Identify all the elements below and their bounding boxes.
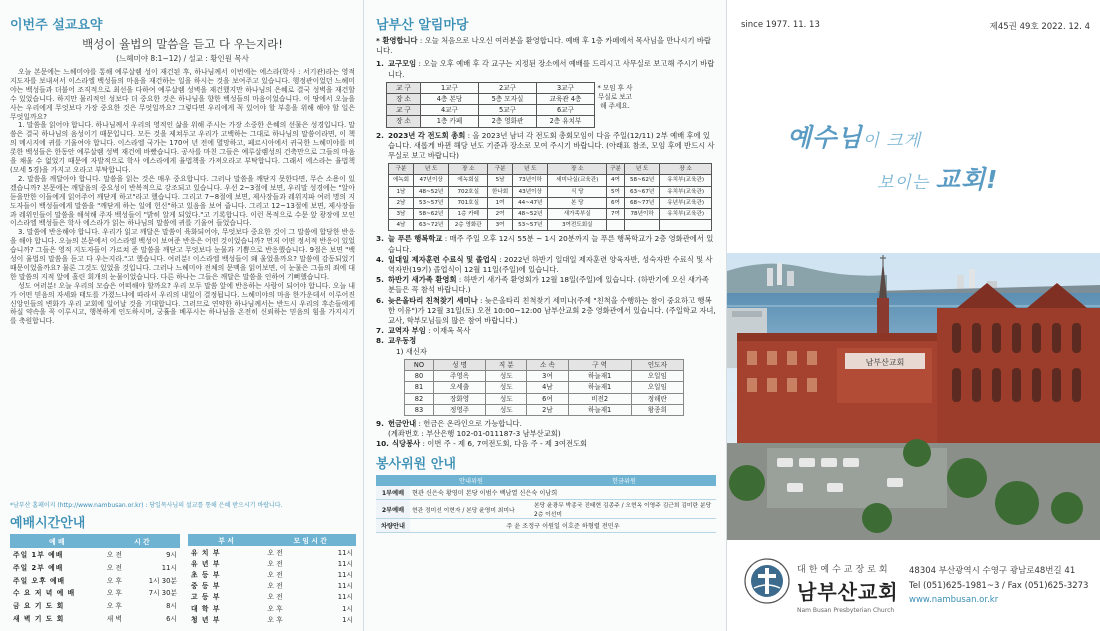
address: 48304 부산광역시 수영구 광남로48번길 41	[909, 566, 1076, 576]
table-row	[389, 175, 712, 186]
notice-label: 늦은올타리 친척찾기 세미나	[388, 295, 478, 305]
welcome-label: * 환영합니다	[376, 36, 418, 45]
church-name: 남부산교회	[797, 580, 899, 604]
notice-item	[376, 131, 716, 162]
notice-text: : 이재옥 목사	[425, 326, 471, 336]
table-row	[188, 546, 356, 557]
table-cell: 2여	[488, 209, 513, 220]
notice-label: 교구모임	[388, 59, 417, 69]
motto-emphasis: 예수님	[787, 123, 863, 152]
table-cell	[660, 220, 712, 231]
church-name-block	[797, 562, 899, 614]
table-row	[405, 404, 684, 415]
church-footer	[727, 540, 1100, 631]
sermon-paragraph: 1. 말씀을 읽어야 합니다. 하나님께서 우리의 영적인 삶을 위해 주시는 가장 소중한 은혜의 선물은 성경입니다. 말씀은 결국 하나님의 음성이기 때문입니다. 모든 것을 제쳐두고 우리가 고백하는 그대로 하나님의 말씀이라면, 이 책의 메시지에 귀를 기울여야 합니다. 이스라엘 국가는 170여 년 전에 멸망하고, 페르시아에서 귀국한 느헤미야를 비롯한 백성들은 한동안 예루살렘 성벽 재건에 바빴습니다. 공사를 마친 그들은 예루살렘성의 건축만으로 그들의 마음을 채울 수 없었기 때문에 자발적으로 학사 에스라에게 율법책을 가져오라고 부탁합니다. 그래서 에스라는 율법책(모세 5경)을 가지고 오라고 부탁합니다.	[10, 121, 355, 174]
table-cell: 3여	[488, 220, 513, 231]
table-row	[188, 602, 356, 613]
table-cell: 2층 영화관	[479, 116, 537, 127]
welcome-notice	[376, 36, 716, 56]
service-label: 2부예배	[376, 500, 410, 519]
service-time: 9시	[166, 551, 177, 560]
table-cell	[624, 220, 659, 231]
table-cell: 1층 카페	[449, 209, 488, 220]
table-cell: 장 소	[387, 94, 421, 105]
dept-name: 고 등 부	[191, 593, 221, 602]
church-photo	[727, 253, 1100, 540]
table-row	[188, 591, 356, 602]
dept-time: 1시	[342, 604, 353, 613]
table-header: 년 도	[513, 164, 548, 175]
table-cell: 새가족부실	[548, 209, 607, 220]
service-time: 11시	[161, 563, 177, 572]
notice-number: 9.	[376, 418, 384, 428]
sermon-paragraph: 성도 여러분! 오늘 우리의 모습은 어떠해야 할까요? 우리 모두 말씀 앞에 반응하는 사람이 되어야 합니다. 오늘 내가 어떤 믿음의 자세와 태도를 가졌느냐에 따라서 우리의 내일이 결정됩니다. 느헤미야의 마음 한가운데서 이루어진 신앙인들의 변화가 우리 교회에 일어날 것을 기대합니다. 그러므로 연약한 하나님께서는 반드시 우리의 후손들에게 하실 약속을 꼭 이루시고, 행복하게 인도하시며, 궁휼을 베푸시는 하나님을 온전히 신뢰하는 믿음의 힘을 가지시기를 축원합니다.	[10, 281, 355, 326]
building-sign: 남부산교회	[865, 358, 905, 367]
service-period: 새 벽	[106, 614, 122, 623]
table-cell: 정영주	[433, 404, 485, 415]
table-cell: 83	[405, 404, 434, 415]
table-row	[188, 580, 356, 591]
table-cell: 5층 모자실	[479, 94, 537, 105]
notice-label: 2023년 각 전도회 총회	[388, 130, 466, 140]
dept-name: 청 년 부	[191, 615, 221, 624]
phone-fax: Tel (051)625-1981~3 / Fax (051)625-3273	[909, 580, 1089, 591]
gyogu-note: * 모임 후 사무실로 보고해 주세요.	[597, 83, 633, 110]
table-row	[10, 548, 180, 561]
table-header: 장 소	[660, 164, 712, 175]
dept-period: 오 전	[267, 559, 283, 568]
sermon-paragraph: 오늘 본문에는 느헤미야를 통해 예루살렘 성이 재건된 후, 하나님께서 이번에는 에스라(학사 : 서기관)라는 영적 지도자를 보내셔서 이스라엘 백성들의 마음을 재건하는 일을 하시는 것을 보여주고 있습니다. 행정관이었던 느헤미야는 백성들과 더불어 조직적으로 최선을 다하여 예루살렘 성벽을 재건했지만 하나님의 은혜로 결국 성벽을 재건할 수 있었습니다. 하지만 물리적인 성보다 더 중요한 것은 하나님을 향한 백성들의 마음이었습니다. 이 땅에서 오늘을 사는 우리에게 무엇보다 가장 중요한 것은 무엇일까요? 그렇다면 우리에게 꼭 있어야 할 부흥을 위해 해야 할 일은 무엇일까요?	[10, 68, 355, 121]
table-cell: 비전2	[568, 393, 631, 404]
table-header: 장 소	[449, 164, 488, 175]
notice-text: : 오늘 오후 예배 후 각 교구는 지정된 장소에서 예배를 드리시고 사무실로 보고해 주시기 바랍니다.	[388, 59, 715, 79]
service-period: 오 전	[106, 551, 122, 560]
table-cell: 63~67년	[624, 186, 659, 197]
notice-item	[376, 59, 716, 79]
table-cell: 하늘재1	[568, 404, 631, 415]
sermon-title: 백성이 율법의 말씀을 듣고 다 우는지라!	[82, 37, 283, 51]
table-cell: 세미나실(교육관)	[548, 175, 607, 186]
table-cell: 6여	[607, 197, 625, 208]
table-row	[10, 573, 180, 586]
notice-number: 6.	[376, 295, 384, 305]
service-guide: 현관 신은숙 황영미 본당 이범수 백남열 신은숙 이남희	[410, 486, 716, 500]
department-table	[188, 534, 356, 624]
sermon-reference: (느헤미야 8:1~12) / 설교 : 황인원 목사	[116, 54, 249, 63]
dept-time: 11시	[337, 548, 353, 557]
table-cell: 4층 본당	[421, 94, 479, 105]
table-cell: 6교구	[537, 105, 595, 116]
table-cell: 유년부(교육관)	[660, 197, 712, 208]
table-cell	[607, 220, 625, 231]
table-cell: 장화영	[433, 393, 485, 404]
table-cell: 성도	[486, 393, 527, 404]
table-cell: 4남	[527, 382, 568, 393]
table-cell: 본 당	[548, 197, 607, 208]
cover-header	[741, 20, 1090, 32]
bank-account: (계좌번호 : 부산은행 102-01-011187-3 남부산교회)	[388, 429, 561, 439]
table-cell: 하늘재1	[568, 371, 631, 382]
table-cell: 유치부(교육관)	[660, 175, 712, 186]
worship-header: 예 배	[10, 534, 104, 548]
service-name: 주일 오후 예배	[13, 576, 66, 585]
dept-time: 11시	[337, 582, 353, 591]
table-header-row	[389, 164, 712, 175]
dept-period: 오 전	[267, 593, 283, 602]
table-cell: 44~47년	[513, 197, 548, 208]
dept-name: 중 등 부	[191, 582, 221, 591]
dept-period: 오 후	[267, 604, 283, 613]
gyogu-table	[386, 82, 595, 128]
table-cell: 2층 유치부	[537, 116, 595, 127]
table-header: 구 역	[568, 359, 631, 370]
service-guide: 주 윤 조정구 이원일 이호준 하형렬 전민우	[410, 519, 716, 533]
table-cell: 702호실	[449, 186, 488, 197]
table-row	[376, 519, 716, 533]
service-period: 오 전	[106, 563, 122, 572]
notice-number: 7.	[376, 326, 384, 336]
service-heading: 봉사위원 안내	[376, 456, 456, 472]
service-period: 오 후	[106, 576, 122, 585]
table-row	[389, 209, 712, 220]
website-link[interactable]: www.nambusan.or.kr	[909, 595, 999, 605]
table-cell: 48~52년	[413, 186, 448, 197]
notice-item	[376, 296, 716, 327]
church-building-image	[727, 253, 1100, 540]
notice-label: 일대일 제자훈련 수료식 및 졸업식	[388, 254, 497, 264]
table-cell: 2남	[389, 197, 414, 208]
motto-emphasis: 교회!	[935, 165, 999, 194]
table-header: 장 소	[548, 164, 607, 175]
table-cell: 3남	[389, 209, 414, 220]
notice-text: : 매주 주일 오후 12시 55분 ~ 1시 20분까지 늘 푸른 행복학교가 2층 영화관에서 있습니다.	[388, 234, 714, 254]
table-cell: 80	[405, 371, 434, 382]
notices-list	[376, 36, 716, 450]
table-cell: 1교구	[421, 82, 479, 93]
table-cell: 3여전도회실	[548, 220, 607, 231]
table-cell: 교육관 4층	[537, 94, 595, 105]
service-period: 오 후	[106, 589, 122, 598]
table-cell: 78년이하	[624, 209, 659, 220]
table-header: 년 도	[624, 164, 659, 175]
table-cell: 하늘재1	[568, 382, 631, 393]
motto-text: 이 크게	[862, 131, 922, 151]
table-header: 헌금위원	[532, 475, 716, 486]
table-cell: 오세출	[433, 382, 485, 393]
table-cell: 53~57년	[513, 220, 548, 231]
table-cell: 교 구	[387, 82, 421, 93]
sermon-column	[0, 0, 364, 631]
service-time: 1시 30분	[148, 576, 177, 585]
gyogu-block	[376, 80, 716, 131]
table-cell: 2층 영화관	[449, 220, 488, 231]
table-cell: 주영옥	[433, 371, 485, 382]
service-name: 주일 2부 예배	[13, 563, 64, 572]
table-header	[376, 475, 410, 486]
sermon-body	[10, 68, 355, 326]
table-row	[10, 560, 180, 573]
table-row	[389, 220, 712, 231]
dept-time: 11시	[337, 570, 353, 579]
notice-text: : 늦은올타리 친척찾기 세미나(주제 "친척을 수행하는 참이 중요하고 행복한 이유")가 12월 31일(토) 오전 10:00~12:00 남부산교회 2층 영화관에서 있습니다. (주일학교 자녀, 교사, 학부모님들의 많은 참여 바랍니다.)	[388, 295, 716, 326]
notice-number: 1.	[376, 59, 384, 69]
table-row	[188, 613, 356, 624]
service-table	[376, 475, 716, 534]
table-cell: 장 소	[387, 116, 421, 127]
time-header: 시 간	[104, 534, 180, 548]
dept-period: 오 후	[267, 615, 283, 624]
motto-line-1	[787, 118, 921, 154]
table-row	[188, 568, 356, 579]
table-cell: 82	[405, 393, 434, 404]
table-cell: 58~62년	[413, 209, 448, 220]
table-cell: 한나회	[488, 186, 513, 197]
table-cell: 48~52년	[513, 209, 548, 220]
cover-column	[726, 0, 1100, 631]
dept-name: 대 학 부	[191, 604, 221, 613]
table-cell: 유치부(교육관)	[660, 209, 712, 220]
notice-item	[376, 326, 716, 336]
table-cell: 정해란	[631, 393, 683, 404]
notice-label: 늘 푸른 행복학교	[388, 234, 443, 244]
table-cell: 47년이상	[413, 175, 448, 186]
table-row	[376, 500, 716, 519]
notice-number: 3.	[376, 234, 384, 244]
motto-line-2	[877, 160, 998, 196]
table-header: 년 도	[413, 164, 448, 175]
new-member-table	[404, 359, 684, 416]
notice-label: 하반기 새가족 환영회	[388, 275, 457, 285]
homepage-note: *남부산 홈페이지 (http://www.nambusan.or.kr) : 당일목사님의 설교를 통해 은혜 받으시기 바랍니다.	[10, 502, 283, 509]
contact-info	[909, 564, 1088, 608]
meeting-time-header: 모 임 시 간	[264, 534, 356, 546]
table-cell: 7여	[607, 209, 625, 220]
dept-period: 오 전	[267, 570, 283, 579]
notice-text: : 올 2023년 남녀 각 전도회 총회모임이 다음 주일(12/11) 2부 예배 후에 있습니다. 새롭게 바뀐 해당 년도 기준과 장소로 모여 주시기 바랍니다. (아래표 참조, 모임 후에 반드시 사무실로 보고 바랍니다)	[388, 130, 715, 161]
table-cell: 3교구	[537, 82, 595, 93]
table-cell: 63~72년	[413, 220, 448, 231]
sermon-paragraph: 3. 말씀에 반응해야 합니다. 우리가 읽고 깨달은 말씀이 육화되어야, 무엇보다 중요한 것이 그 말씀에 합당한 반응을 해야 합니다. 오늘의 본문에서 이스라엘 백성이 보여준 반응은 어떤 것이었습니까? 먼저 어떤 정서적 반응이 있었습니까? 그들은 영적 지도자들이 가르쳐 준 말씀을 깨닫고 무엇보다 눈물과 기쁨으로 반응했습니다. 9절은 보면 "백성이 율법의 말씀을 듣고 다 우는지라."고 했습니다. 여러분! 이스라엘 백성들이 왜 울었을까요? 말씀에 감동되었기 때문이었을까요? 물론 그것도 있었을 것입니다. 그러나 느헤미야 전체의 문맥을 읽어보면, 이 눈물은 그들의 죄에 대한 말씀의 지적 앞에 흘린 회개의 눈물이었습니다. 다른 하나는 그들은 깨달은 말씀을 인하여 기뻐했습니다.	[10, 228, 355, 281]
dept-name: 유 년 부	[191, 559, 221, 568]
notices-column	[366, 0, 724, 631]
table-cell: 58~62년	[624, 175, 659, 186]
service-name: 주일 1부 예배	[13, 551, 64, 560]
notices-heading: 남부산 알림마당	[376, 18, 469, 33]
service-time: 7시 30분	[148, 589, 177, 598]
notice-text: : 하반기 새가족 환영회가 12월 18일(주일)에 있습니다. (하반기에 오신 새가족분들은 꼭 참석 바랍니다.)	[388, 275, 709, 295]
notice-item	[376, 234, 716, 254]
worship-table	[10, 534, 180, 624]
dept-period: 오 전	[267, 582, 283, 591]
table-row	[188, 557, 356, 568]
table-header: 직 분	[486, 359, 527, 370]
table-cell: 4남	[389, 220, 414, 231]
table-cell: 43년이상	[513, 186, 548, 197]
table-row	[10, 612, 180, 625]
service-period: 오 후	[106, 602, 122, 611]
table-cell: 2교구	[479, 82, 537, 93]
notice-label: 교역자 부임	[388, 326, 426, 336]
table-row	[405, 371, 684, 382]
table-cell: 68~77년	[624, 197, 659, 208]
dept-time: 1시	[342, 615, 353, 624]
table-cell: 4여	[607, 175, 625, 186]
table-row	[405, 393, 684, 404]
table-cell: 교 구	[387, 105, 421, 116]
notice-text: : 헌금은 온라인으로 가능합니다.	[416, 418, 522, 428]
sermon-heading: 이번주 설교요약	[10, 18, 103, 33]
worship-section	[10, 512, 356, 624]
church-logo-icon	[744, 558, 790, 604]
dept-name: 유 치 부	[191, 548, 221, 557]
dept-time: 11시	[337, 559, 353, 568]
service-guide: 현관 정미선 이현자 / 본당 윤영미 최미나	[410, 500, 532, 519]
regiment-table	[388, 163, 712, 231]
table-cell: 성도	[486, 404, 527, 415]
service-money: 본당 윤광무 박종국 진태현 김종주 / 오현옥 이영주 김근희 김미란 분당 2층 이선미	[532, 500, 716, 519]
welcome-text: : 오늘 처음으로 나오신 여러분을 환영합니다. 예배 후 1층 카페에서 목사님을 만나시기 바랍니다.	[376, 36, 711, 56]
table-header: NO	[405, 359, 434, 370]
table-cell: 에녹회실	[449, 175, 488, 186]
notice-number: 5.	[376, 275, 384, 285]
church-name-en: Nam Busan Presbyterian Church	[797, 607, 895, 614]
table-cell: 성도	[486, 382, 527, 393]
table-cell: 오일임	[631, 371, 683, 382]
notice-number: 4.	[376, 254, 384, 264]
table-cell: 1남	[389, 186, 414, 197]
table-header: 소 속	[527, 359, 568, 370]
table-header: 구분	[488, 164, 513, 175]
table-cell: 성도	[486, 371, 527, 382]
notice-number: 2.	[376, 130, 384, 140]
table-cell: 3여	[527, 371, 568, 382]
table-cell: 81	[405, 382, 434, 393]
notice-number: 10.	[376, 439, 389, 449]
table-row	[389, 197, 712, 208]
table-header: 인도자	[631, 359, 683, 370]
table-cell: 6여	[527, 393, 568, 404]
table-header: 구분	[607, 164, 625, 175]
service-label: 1부예배	[376, 486, 410, 500]
table-header: 구분	[389, 164, 414, 175]
table-cell: 701호실	[449, 197, 488, 208]
service-label: 차량안내	[376, 519, 410, 533]
notice-item	[376, 336, 716, 346]
service-name: 수 요 저 녁 예 배	[13, 589, 76, 598]
table-cell: 5여	[607, 186, 625, 197]
table-cell: 유치부(교육관)	[660, 186, 712, 197]
notice-item	[376, 255, 716, 275]
service-name: 금 요 기 도 회	[13, 602, 65, 611]
issue-info: 제45권 49호 2022. 12. 4	[989, 22, 1090, 32]
table-cell: 식 당	[548, 186, 607, 197]
dept-header: 부 서	[188, 534, 264, 546]
new-member-label: 1) 새신자	[396, 346, 427, 356]
table-cell: 5남	[488, 175, 513, 186]
notice-label: 식당봉사	[392, 439, 421, 449]
notice-item	[376, 419, 716, 429]
table-row	[376, 486, 716, 500]
notice-label: 헌금안내	[388, 418, 417, 428]
notice-text: : 2022년 하반기 일대일 제자훈련 양육자반, 성숙자반 수료식 및 사역자반(19기) 졸업식이 12월 11일(주일)에 있습니다.	[388, 254, 713, 275]
notice-number: 8.	[376, 336, 384, 346]
dept-time: 11시	[337, 593, 353, 602]
since-date: since 1977. 11. 13	[741, 20, 820, 30]
table-cell: 왕종희	[631, 404, 683, 415]
sermon-paragraph: 2. 말씀을 깨달아야 합니다. 말씀을 읽는 것은 매우 중요합니다. 그러나 말씀을 깨닫지 못한다면, 무슨 소용이 있겠습니까? 본문에는 깨달음의 중요성이 반복적으로 강조되고 있습니다. 우선 2~3절에 보면, 우리말 성경에는 "알아듣을만한 이들에게 읽어주어 깨닫게 하고"라고 했습니다. 그리고 7~8절에 보면, 제사장들과 레위지파 여러 명의 지도자들이 백성들에게 말씀을 "깨닫게 하는 일에 헌신"하고 있음을 보여 줍니다. 그리고 12~13절에 보면, 제사장들과 레위인들이 말씀을 해석해 주자 백성들이 "밝히 알게 되었다."고 기록합니다. 이런 목적으로 수문 앞 광장에 모인 이스라엘 백성들은 학사 에스라가 읽는 하나님의 말씀에 귀를 기울여 들었습니다.	[10, 174, 355, 228]
service-name: 새 벽 기 도 회	[13, 614, 65, 623]
table-header: 안내위원	[410, 475, 532, 486]
motto-text: 보이는	[877, 173, 936, 193]
service-time: 8시	[166, 602, 177, 611]
dept-name: 초 등 부	[191, 570, 221, 579]
table-cell: 에녹회	[389, 175, 414, 186]
table-row	[10, 599, 180, 612]
notice-text: : 이번 주 - 제 6, 7여전도회, 다음 주 - 제 3여전도회	[420, 439, 588, 449]
table-header: 성 명	[433, 359, 485, 370]
table-cell: 4교구	[421, 105, 479, 116]
table-row	[405, 382, 684, 393]
table-cell: 73년이하	[513, 175, 548, 186]
notice-item	[376, 275, 716, 295]
table-row	[389, 186, 712, 197]
denomination: 대한예수교장로회	[797, 565, 891, 575]
table-cell: 1층 카페	[421, 116, 479, 127]
worship-heading: 예배시간안내	[10, 516, 86, 531]
table-cell: 5교구	[479, 105, 537, 116]
table-cell: 1여	[488, 197, 513, 208]
table-cell: 2남	[527, 404, 568, 415]
notice-label: 교우동정	[388, 336, 417, 346]
notice-item	[376, 439, 716, 449]
table-row	[10, 586, 180, 599]
table-cell: 오일임	[631, 382, 683, 393]
service-time: 6시	[166, 614, 177, 623]
table-cell: 53~57년	[413, 197, 448, 208]
dept-period: 오 전	[267, 548, 283, 557]
